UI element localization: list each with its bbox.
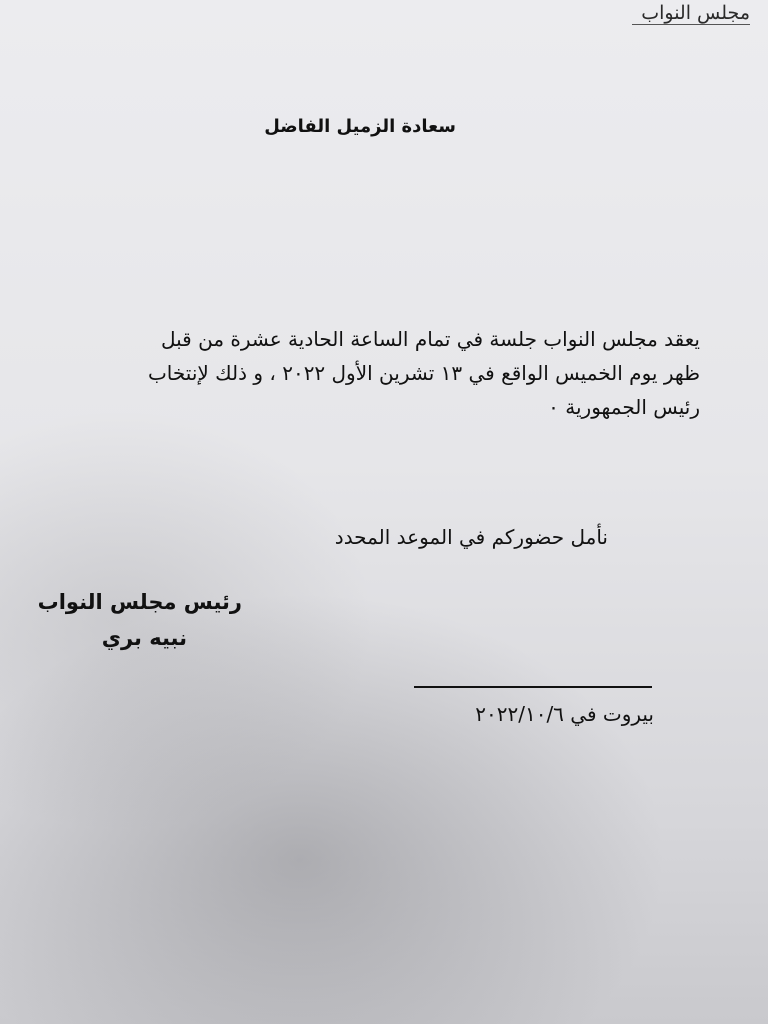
letterhead-title: مجلس النواب (641, 2, 750, 24)
body-line: رئيس الجمهورية ٠ (548, 395, 700, 419)
letterhead-underline (632, 24, 750, 25)
date-line: بيروت في ٢٠٢٢/١٠/٦ (475, 702, 654, 726)
body-line: يعقد مجلس النواب جلسة في تمام الساعة الحادية عشرة من قبل (161, 327, 700, 351)
signatory-name: نبيه بري (101, 626, 187, 650)
signatory-title: رئيس مجلس النواب (37, 590, 242, 614)
letter-body (60, 322, 700, 424)
body-line: ظهر يوم الخميس الواقع في ١٣ تشرين الأول ٢٠٢٢ ، و ذلك لإنتخاب (147, 361, 700, 385)
closing-line: نأمل حضوركم في الموعد المحدد (334, 525, 608, 549)
date-divider (414, 686, 652, 688)
salutation: سعادة الزميل الفاضل (264, 116, 456, 137)
